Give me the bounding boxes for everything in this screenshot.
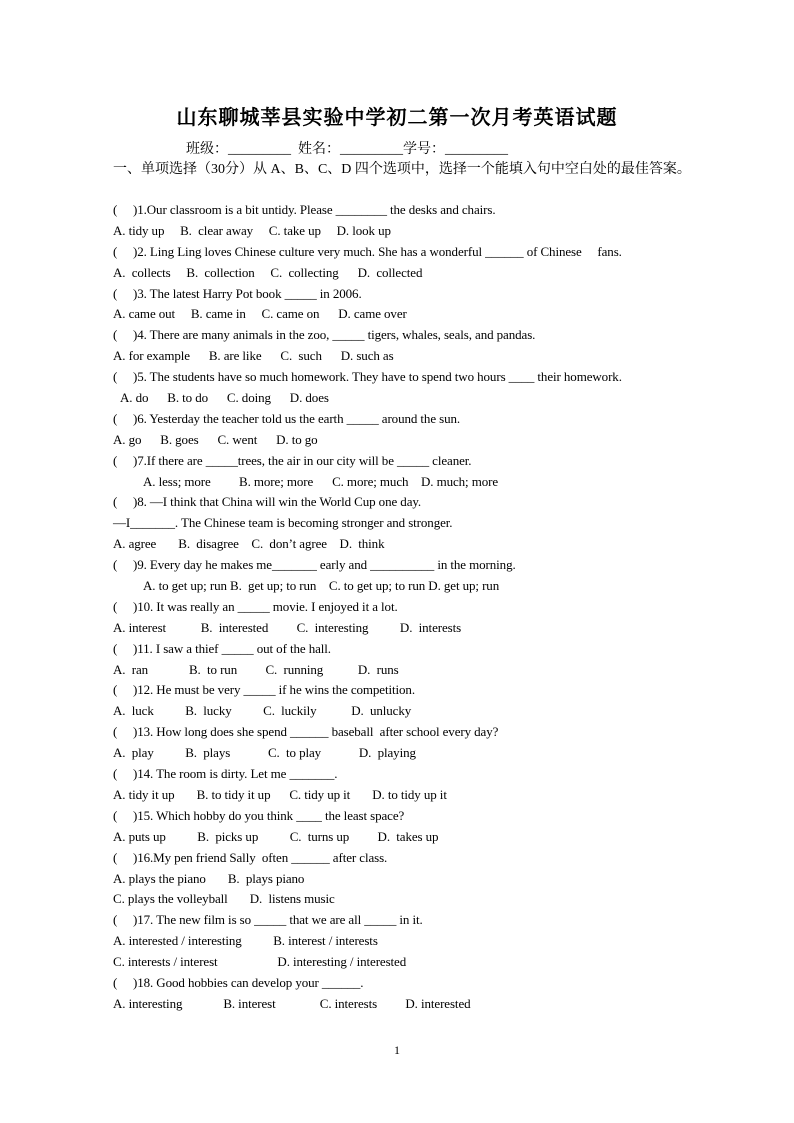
option-line: A. interest B. interested C. interesting D. interests — [113, 619, 462, 635]
question-line: ( )2. Ling Ling loves Chinese culture very much. She has a wonderful ______ of Chinese fans. — [113, 243, 622, 259]
option-line: A. for example B. are like C. such D. such as — [113, 348, 394, 364]
option-line: A. came out B. came in C. came on D. came over — [113, 306, 407, 322]
question-line: ( )1.Our classroom is a bit untidy. Please ________ the desks and chairs. — [113, 202, 496, 217]
question-line: ( )12. He must be very _____ if he wins the competition. — [113, 682, 415, 698]
option-line: A. less; more B. more; more C. more; much D. much; more — [143, 473, 499, 489]
question-line: ( )17. The new film is so _____ that we are all _____ in it. — [113, 912, 423, 928]
option-line: A. go B. goes C. went D. to go — [113, 431, 318, 447]
section-heading: 一、单项选择（30分）从 A、B、C、D 四个选项中，选择一个能填入句中空白处的最佳答案。 — [113, 162, 691, 177]
option-line: A. ran B. to run C. running D. runs — [113, 661, 399, 677]
option-line: C. plays the volleyball D. listens music — [113, 891, 335, 907]
option-line: A. tidy up B. clear away C. take up D. look up — [113, 222, 391, 238]
option-line: A. collects B. collection C. collecting D. collected — [113, 264, 423, 280]
question-line: ( )15. Which hobby do you think ____ the least space? — [113, 807, 405, 823]
question-line: —I_______. The Chinese team is becoming stronger and stronger. — [113, 515, 453, 531]
option-line: A. do B. to do C. doing D. does — [120, 390, 329, 406]
option-line: A. plays the piano B. plays piano — [113, 870, 305, 886]
question-line: ( )5. The students have so much homework. They have to spend two hours ____ their homework. — [113, 369, 622, 385]
option-line: A. play B. plays C. to play D. playing — [113, 745, 416, 761]
question-line: ( )14. The room is dirty. Let me _______. — [113, 766, 338, 782]
option-line: A. puts up B. picks up C. turns up D. takes up — [113, 828, 439, 844]
option-line: A. agree B. disagree C. don’t agree D. think — [113, 536, 385, 552]
option-line: A. interesting B. interest C. interests D. interested — [113, 995, 471, 1011]
question-line: ( )4. There are many animals in the zoo, _____ tigers, whales, seals, and pandas. — [113, 327, 536, 343]
option-line: A. tidy it up B. to tidy it up C. tidy up it D. to tidy up it — [113, 786, 447, 802]
page-title: 山东聊城莘县实验中学初二第一次月考英语试题 — [176, 107, 618, 129]
option-line: A. luck B. lucky C. luckily D. unlucky — [113, 703, 412, 719]
page-number: 1 — [394, 1043, 400, 1057]
question-list — [113, 200, 713, 1015]
question-line: ( )7.If there are _____trees, the air in our city will be _____ cleaner. — [113, 452, 472, 468]
question-line: ( )9. Every day he makes me_______ early and __________ in the morning. — [113, 557, 516, 573]
question-line: ( )10. It was really an _____ movie. I enjoyed it a lot. — [113, 598, 398, 614]
question-line: ( )16.My pen friend Sally often ______ after class. — [113, 849, 388, 865]
question-line: ( )8. —I think that China will win the World Cup one day. — [113, 494, 422, 510]
question-line: ( )18. Good hobbies can develop your ______. — [113, 974, 364, 990]
student-info-line: 班级：_________ 姓名：_________学号：_________ — [186, 142, 508, 157]
option-line: C. interests / interest D. interesting / interested — [113, 954, 407, 970]
question-line: ( )11. I saw a thief _____ out of the hall. — [113, 640, 331, 656]
question-line: ( )13. How long does she spend ______ baseball after school every day? — [113, 724, 499, 740]
option-line: A. interested / interesting B. interest / interests — [113, 933, 378, 949]
question-line: ( )3. The latest Harry Pot book _____ in 2006. — [113, 285, 362, 301]
question-line: ( )6. Yesterday the teacher told us the earth _____ around the sun. — [113, 410, 461, 426]
option-line: A. to get up; run B. get up; to run C. to get up; to run D. get up; run — [143, 578, 500, 594]
